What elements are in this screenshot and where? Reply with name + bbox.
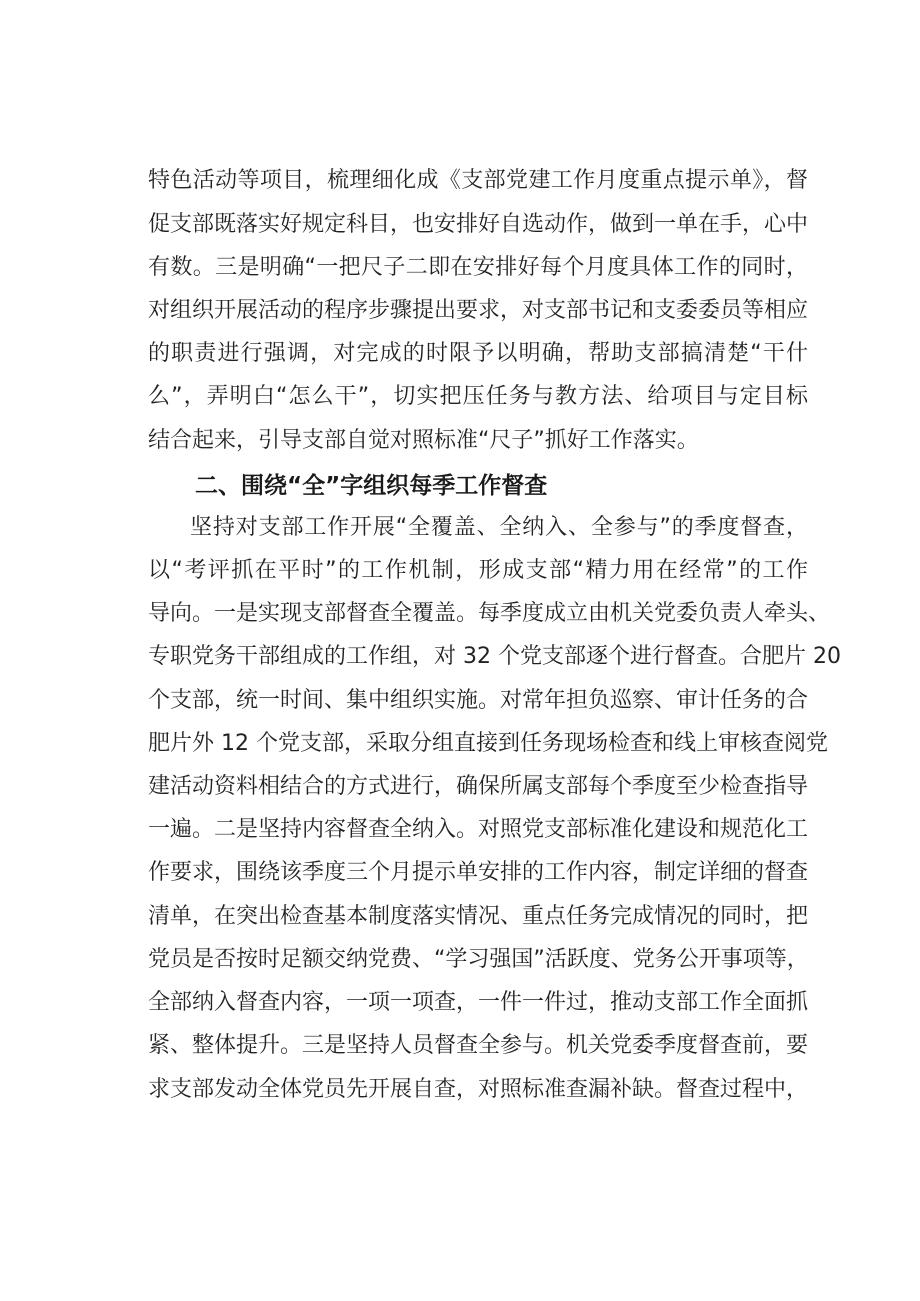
body-text-line: 清单，在突出检查基本制度落实情况、重点任务完成情况的同时，把 xyxy=(148,904,809,929)
body-text-line: 坚持对支部工作开展“全覆盖、全纳入、全参与”的季度督查， xyxy=(190,515,808,540)
body-text-line: 对组织开展活动的程序步骤提出要求，对支部书记和支委委员等相应 xyxy=(148,298,809,323)
body-text-line: 肥片外 12 个党支部，采取分组直接到任务现场检查和线上审核查阅党 xyxy=(148,731,828,756)
body-text-line: 作要求，围绕该季度三个月提示单安排的工作内容，制定详细的督查 xyxy=(148,860,809,885)
body-text-line: 专职党务干部组成的工作组，对 32 个党支部逐个进行督查。合肥片 20 xyxy=(148,644,841,669)
body-text-line: 的职责进行强调，对完成的时限予以明确，帮助支部搞清楚“干什 xyxy=(148,341,808,366)
body-text-line: 全部纳入督查内容，一项一项查，一件一件过，推动支部工作全面抓 xyxy=(148,990,809,1015)
body-text-line: 以“考评抓在平时”的工作机制，形成支部“精力用在经常”的工作 xyxy=(148,558,808,583)
body-text-line: 么”，弄明白“怎么干”，切实把压任务与教方法、给项目与定目标 xyxy=(148,384,808,409)
body-text-line: 求支部发动全体党员先开展自查，对照标准查漏补缺。督查过程中， xyxy=(148,1077,809,1102)
body-text-line: 建活动资料相结合的方式进行，确保所属支部每个季度至少检查指导 xyxy=(148,774,809,799)
body-text-line: 紧、整体提升。三是坚持人员督查全参与。机关党委季度督查前，要 xyxy=(148,1033,809,1058)
body-text-line: 有数。三是明确“一把尺子二即在安排好每个月度具体工作的同时， xyxy=(148,255,808,280)
section-heading: 二、围绕“全”字组织每季工作督查 xyxy=(195,473,548,499)
body-text-line: 个支部，统一时间、集中组织实施。对常年担负巡察、审计任务的合 xyxy=(148,688,809,713)
body-text-line: 导向。一是实现支部督查全覆盖。每季度成立由机关党委负责人牵头、 xyxy=(148,601,831,626)
body-text-line: 党员是否按时足额交纳党费、“学习强国”活跃度、党务公开事项等， xyxy=(148,947,809,972)
body-text-line: 结合起来，引导支部自觉对照标准“尺子”抓好工作落实。 xyxy=(148,428,699,453)
body-text-line: 促支部既落实好规定科目，也安排好自选动作，做到一单在手，心中 xyxy=(148,212,809,237)
body-text-line: 一遍。二是坚持内容督查全纳入。对照党支部标准化建设和规范化工 xyxy=(148,817,809,842)
body-text-line: 特色活动等项目，梳理细化成《支部党建工作月度重点提示单》，督 xyxy=(148,168,808,193)
